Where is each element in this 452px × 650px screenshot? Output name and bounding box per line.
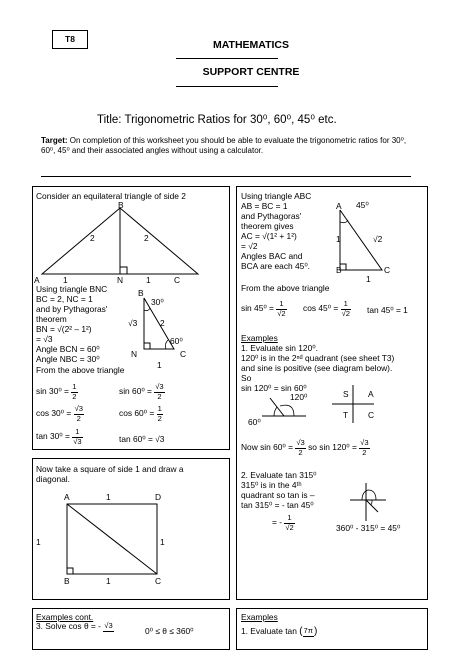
square-diagonal-diagram	[32, 458, 228, 598]
small-tri-c: C	[180, 349, 187, 359]
example3-row: 3. Solve cos θ = - √3	[36, 621, 113, 631]
ex1-line-3: So	[241, 373, 252, 383]
box2-line-4: AC = √(1² + 1²)	[241, 231, 297, 241]
box1-line-0: Using triangle BNC	[36, 284, 108, 294]
example3-range: 0⁰ ≤ θ ≤ 360⁰	[145, 626, 194, 636]
box1-intro: Consider an equilateral triangle of side 2	[36, 191, 186, 201]
ex2-line-1: 315⁰ is in the 4ᵗʰ	[241, 480, 302, 490]
box2-line-5: = √2	[241, 241, 258, 251]
box2-line-1: AB = BC = 1	[241, 201, 288, 211]
small-tri-side-1: 1	[157, 360, 162, 370]
small-tri-angle60: 60⁰	[170, 336, 183, 346]
sheet-code: T8	[52, 30, 88, 49]
box1-line-6: Angle BCN = 60⁰	[36, 344, 100, 354]
ex2-line-0: 2. Evaluate tan 315⁰	[241, 470, 317, 480]
iso-side-ac: √2	[373, 234, 383, 244]
iso-angle45: 45⁰	[356, 200, 369, 210]
tan60-row: tan 60⁰ = √3	[119, 434, 165, 444]
box2-line-7: BCA are each 45⁰.	[241, 261, 311, 271]
examples-cont-heading: Examples cont.	[36, 612, 94, 622]
ex1-line-2: and sine is positive (see diagram below).	[241, 363, 393, 373]
box2-line-0: Using triangle ABC	[241, 191, 312, 201]
box2-line-3: theorem gives	[241, 221, 294, 231]
box1-line-3: theorem	[36, 314, 67, 324]
square-label-a: A	[64, 492, 70, 502]
tri-side-nc: 1	[146, 275, 151, 285]
ex1-line-0: 1. Evaluate sin 120⁰.	[241, 343, 318, 353]
tan45-row: tan 45⁰ = 1	[367, 305, 408, 315]
square-side-left: 1	[36, 537, 41, 547]
tri-label-n: N	[117, 275, 124, 285]
small-tri-side-2: 2	[160, 318, 165, 328]
square-label-d: D	[155, 492, 162, 502]
ex2-line-3: tan 315⁰ = - tan 45⁰	[241, 500, 314, 510]
box1-line-4: BN = √(2² – 1²)	[36, 324, 92, 334]
iso-side-bc: 1	[366, 274, 371, 284]
quadrant-s: S	[343, 389, 349, 399]
box1-line-2: and by Pythagoras'	[36, 304, 108, 314]
cos30-row: cos 30⁰ = $\frac{√3}{2}$	[36, 404, 83, 423]
target-text: On completion of this worksheet you should be able to evaluate the trigonometric ratios for 30⁰, 60⁰, 45⁰ and their associated angles without using a calculator.	[41, 136, 407, 156]
ex1-final-row: Now sin 60⁰ = $\frac{√3}{2}$ so sin 120⁰ = $\frac{√3}{2}$	[241, 438, 369, 457]
box2-line-8: From the above triangle	[241, 283, 330, 293]
tri-label-b: B	[118, 200, 124, 210]
ex2-line-2: quadrant so tan is –	[241, 490, 315, 500]
header-line1: MATHEMATICS	[212, 39, 290, 51]
ex2-note: 360⁰ - 315⁰ = 45⁰	[336, 523, 401, 533]
sin30-row: sin 30⁰ = $\frac{1}{2}$	[36, 382, 77, 401]
tri-label-c: C	[174, 275, 181, 285]
header-rule-1	[176, 58, 278, 59]
square-label-c: C	[155, 576, 162, 586]
quadrant-t: T	[343, 410, 349, 420]
box2-line-2: and Pythagoras'	[241, 211, 302, 221]
tri-label-a: A	[34, 275, 40, 285]
iso-label-a: A	[336, 201, 342, 211]
example-tan-row: 1. Evaluate tan ( 7π )	[241, 626, 318, 637]
tri-side-an: 1	[63, 275, 68, 285]
cos45-row: cos 45⁰ = $\frac{1}{√2}$	[303, 299, 350, 318]
cos60-row: cos 60⁰ = $\frac{1}{2}$	[119, 404, 162, 423]
box3-intro-1: diagonal.	[36, 474, 70, 484]
ex1-angle60: 60⁰	[248, 417, 261, 427]
header-line2: SUPPORT CENTRE	[202, 66, 300, 78]
square-side-bottom: 1	[106, 576, 111, 586]
examples-heading: Examples	[241, 333, 278, 343]
tri-side-left: 2	[90, 233, 95, 243]
target-label: Target:	[41, 136, 68, 145]
header-rule-2	[176, 86, 278, 87]
tan30-row: tan 30⁰ = $\frac{1}{√3}$	[36, 427, 82, 446]
small-tri-side-root3: √3	[128, 318, 138, 328]
square-side-top: 1	[106, 492, 111, 502]
box3-intro-0: Now take a square of side 1 and draw a	[36, 464, 184, 474]
square-side-right: 1	[160, 537, 165, 547]
box2-line-6: Angles BAC and	[241, 251, 303, 261]
quadrant-a: A	[368, 389, 374, 399]
box1-line-7: Angle NBC = 30⁰	[36, 354, 100, 364]
ex1-line-1: 120⁰ is in the 2ⁿᵈ quadrant (see sheet T3)	[241, 353, 395, 363]
box1-line-1: BC = 2, NC = 1	[36, 294, 93, 304]
ex1-angle120: 120⁰	[290, 392, 308, 402]
examples-bottom-heading: Examples	[241, 612, 278, 622]
small-tri-b: B	[138, 288, 144, 298]
box1-line-5: = √3	[36, 334, 53, 344]
iso-label-c: C	[384, 265, 391, 275]
target-paragraph	[41, 136, 409, 156]
target-rule	[41, 176, 411, 177]
sin45-row: sin 45⁰ = $\frac{1}{√2}$	[241, 299, 286, 318]
small-tri-angle30: 30⁰	[151, 297, 164, 307]
quadrant-c: C	[368, 410, 375, 420]
sin60-row: sin 60⁰ = $\frac{√3}{2}$	[119, 382, 164, 401]
iso-side-ab: 1	[336, 234, 341, 244]
small-tri-n: N	[131, 349, 138, 359]
tri-side-right: 2	[144, 233, 149, 243]
ex2-eq-row: = - $\frac{1}{√2}$	[272, 513, 294, 532]
iso-label-b: B	[336, 265, 342, 275]
page-title: Title: Trigonometric Ratios for 30⁰, 60⁰, 45⁰ etc.	[97, 114, 337, 126]
ex1-line-4: sin 120⁰ = sin 60⁰	[241, 383, 307, 393]
square-label-b: B	[64, 576, 70, 586]
box1-line-8: From the above triangle	[36, 365, 125, 375]
